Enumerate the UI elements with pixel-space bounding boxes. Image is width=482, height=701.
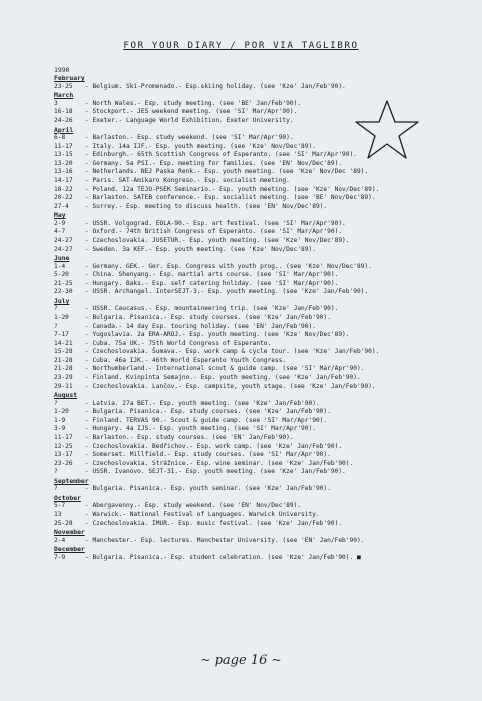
entry-date: 24-27: [54, 245, 73, 253]
month-heading: February: [54, 74, 85, 83]
month-heading: May: [54, 211, 66, 220]
entry-text: - Surrey.- Esp. meeting to discuss health. (see 'EN' Nov/Dec'89).: [85, 202, 328, 210]
entry-date: 23-29: [54, 374, 73, 382]
entry-date: 7-17: [54, 331, 69, 339]
diary-entry: [54, 100, 474, 109]
month-section: [54, 74, 474, 91]
page-title: FOR YOUR DIARY / POR VIA TAGLIBRO: [123, 40, 359, 51]
entry-text: - Barlaston.- Esp. study weekend. (see 'SI' Mar/Apr'90).: [85, 134, 294, 141]
diary-entry: [54, 554, 474, 563]
diary-entry: [54, 451, 474, 460]
month-section: [54, 254, 474, 297]
diary-entry: [54, 186, 474, 195]
entry-date: 27-4: [54, 202, 69, 210]
diary-entry: [54, 143, 474, 152]
entry-date: 13-15: [54, 151, 73, 159]
entry-text: - Oxford.- 74th British Congress of Esperanto. (see 'SI' Mar/Apr'90).: [85, 228, 343, 236]
month-heading: April: [54, 125, 74, 134]
entry-date: 25-28: [54, 519, 73, 527]
entry-text: - Czechoslovakia. IMUR.- Esp. music festival. (see 'Kze' Jan/Feb'90).: [85, 519, 343, 527]
entry-text: - Edinburgh.- 65th Scottish Congress of Esperanto. (see 'SI' Mar/Apr'90).: [85, 151, 357, 159]
diary-entry: [54, 177, 474, 186]
entry-date: 20-22: [54, 194, 73, 202]
month-section: [54, 528, 474, 545]
diary-entry: [54, 537, 474, 546]
entry-date: 11-17: [54, 142, 73, 150]
entry-date: 23-25: [54, 82, 73, 90]
month-heading: November: [54, 528, 85, 537]
entry-date: 13: [54, 511, 62, 518]
year-heading: 1990: [54, 66, 70, 74]
entry-text: - Hungary. 4a IJS.- Esp. youth meeting. (see 'SI' Mar/Apr'90).: [85, 425, 316, 433]
entry-date: 11-17: [54, 434, 73, 442]
month-section: [54, 126, 474, 212]
entry-date: 3-9: [54, 425, 66, 433]
diary-entry: [54, 383, 474, 392]
entry-text: - Belgium. Ski-Promenado.- Esp.skiing holiday. (see 'Kze' Jan/Feb'90).: [85, 82, 346, 90]
entry-date: 1-20: [54, 408, 69, 416]
diary-entry: [54, 160, 474, 169]
month-heading: March: [54, 91, 74, 100]
month-heading: August: [54, 391, 78, 400]
entry-text: - Warwick.- National Festival of Languages. Warwick University.: [85, 511, 320, 518]
entry-text: - Finland. Kvinpinta Semajno.- Esp. youth meeting. (see 'Kze' Jan/Feb'90).: [85, 374, 361, 382]
diary-entry: [54, 348, 474, 357]
entry-date: 12-25: [54, 442, 73, 450]
entry-text: - Czechoslovakia. Šumava.- Esp. work camp & cycle tour. (see 'Kze' Jan/Feb'90).: [85, 348, 380, 356]
entry-date: 14-21: [54, 339, 73, 347]
month-heading: September: [54, 477, 89, 485]
diary-entry: [54, 117, 474, 126]
month-section: [54, 494, 474, 528]
page-footer: [0, 653, 482, 668]
entry-text: - Bulgaria. Pisanica.- Esp. student celebration. (see 'Kze' Jan/Feb'90). ■: [85, 553, 361, 561]
entry-date: ?: [54, 322, 58, 330]
entry-text: - Netherlands. NEJ Paska Renk.- Esp. youth meeting. (see 'Kze' Nov/Dec '89).: [85, 168, 369, 176]
diary-entry: [54, 408, 474, 417]
entry-text: - Latvia. 27a BET.- Esp. youth meeting. (see 'Kze' Jan/Feb'90).: [85, 399, 320, 407]
entry-date: 22-30: [54, 288, 73, 296]
entry-text: - China. Shenyang.- Esp. martial arts course. (see 'SI' Mar/Apr'90).: [85, 271, 339, 279]
diary-entry: [54, 434, 474, 443]
diary-entry: [54, 83, 474, 92]
entry-text: - Finland. TERVAS 90.- Scout & guide camp. (see 'SI' Mar/Apr'90).: [85, 416, 328, 424]
entry-text: - Czechoslovakia. JUSETUR.- Esp. youth meeting. (see 'Kze' Nov/Dec'89).: [85, 236, 350, 244]
diary-entry: [54, 220, 474, 229]
entry-text: - Germany. GEK.- Ger. Esp. Congress with youth prog.. (see 'Kze' Nov/Dec'89).: [85, 262, 372, 270]
diary-entry: [54, 168, 474, 177]
diary-entry: [54, 400, 474, 409]
entry-date: 24-27: [54, 236, 73, 244]
diary-entry: [54, 417, 474, 426]
month-section: [54, 545, 474, 562]
diary-entry: [54, 502, 474, 511]
diary-entry: [54, 194, 474, 203]
entry-text: - Poland. 12a TEJO-PSEK Seminario.- Esp. youth meeting. (see 'Kze' Nov/Dec'89).: [85, 185, 380, 193]
entry-text: - USSR. Ivanovo. SEJT-31.- Esp. youth meeting. (see 'Kze' Jan/Feb'90).: [85, 468, 346, 476]
entry-text: - North Wales.- Esp. study meeting. (see 'BE' Jan/Feb'90).: [85, 99, 302, 107]
entry-date: 1-9: [54, 416, 66, 424]
entry-text: - Barlaston. SATEB conference.- Esp. socialist meeting. (see 'BE' Nov/Dec'89).: [85, 194, 376, 202]
entry-date: 5-7: [54, 502, 66, 510]
entry-text: - Czechoslovakia. Lančov.- Esp. campsite, youth stage. (see 'Kze' Jan/Feb'90).: [85, 382, 376, 390]
entry-text: - USSR. Volgograd. EOLA-90.- Esp. art festival. (see 'SI' Mar/Apr'90).: [85, 219, 346, 227]
diary-entry: [54, 228, 474, 237]
month-section: [54, 211, 474, 254]
diary-entry: [54, 108, 474, 117]
footer-dash-right: ~: [271, 653, 282, 667]
month-sections: [54, 74, 474, 562]
diary-entry: [54, 237, 474, 246]
entry-date: ?: [54, 468, 58, 476]
page-number: page 16: [214, 653, 268, 668]
diary-entry: [54, 357, 474, 366]
month-section: [54, 297, 474, 391]
entry-text: - Sweden. 3a KEF.- Esp. youth meeting. (see 'Kze' Nov/Dec'89).: [85, 245, 316, 253]
entry-text: - Canada.- 14 day Esp. touring holiday. (see 'EN' Jan/Feb'90).: [85, 322, 316, 330]
entry-text: - Hungary. Baks.- Esp. self catering holiday. (see 'SI' Mar/Apr'90).: [85, 279, 339, 287]
diary-entry: [54, 323, 474, 332]
diary-entry: [54, 511, 474, 520]
month-heading: July: [54, 296, 70, 305]
entry-text: - Italy. 14a IJF.- Esp. youth meeting. (see 'Kze' Nov/Dec'89).: [85, 142, 316, 150]
diary-entry: [54, 305, 474, 314]
entry-date: 21-28: [54, 356, 73, 364]
month-section: [54, 391, 474, 477]
entry-text: - Bulgaria. Pisanica.- Esp. study courses. (see 'Kze' Jan/Feb'90).: [85, 408, 331, 416]
entry-text: - Czechoslovakia. Bedřichov.- Esp. work camp. (see 'Kze' Jan/Feb'90).: [85, 442, 343, 450]
entry-text: - Manchester.- Esp. lectures. Manchester University. (see 'EN' Jan/Feb'90).: [85, 536, 365, 544]
entry-date: ?: [54, 485, 58, 493]
entry-date: 24-26: [54, 117, 73, 124]
entry-date: 13-16: [54, 168, 73, 176]
diary-entry: [54, 374, 474, 383]
month-heading: December: [54, 545, 85, 554]
diary-entry: [54, 331, 474, 340]
diary-entry: [54, 485, 474, 494]
entry-text: - Abergavenny.- Esp. study weekend. (see 'EN' Nov/Dec'89).: [85, 502, 302, 510]
month-heading: June: [54, 254, 70, 263]
diary-entry: [54, 246, 474, 255]
entry-date: 2-4: [54, 536, 66, 544]
entry-date: 5-20: [54, 271, 69, 279]
diary-entry: [54, 443, 474, 452]
diary-entry: [54, 280, 474, 289]
entry-date: 6-8: [54, 134, 66, 141]
diary-list: [54, 66, 474, 562]
entry-date: 15-28: [54, 348, 73, 356]
entry-text: - Bulgaria. Pisanica.- Esp. study courses. (see 'Kze' Jan/Feb'90).: [85, 313, 331, 321]
entry-text: - USSR. Caucasus.- Esp. mountaineering trip. (see 'Kze' Jan/Feb'90).: [85, 305, 339, 313]
diary-entry: [54, 460, 474, 469]
diary-entry: [54, 271, 474, 280]
entry-text: - Cuba. 46a IJK.- 46th World Esperanto Youth Congress.: [85, 356, 287, 364]
entry-date: 29-11: [54, 382, 73, 390]
entry-date: ?: [54, 399, 58, 407]
diary-entry: [54, 288, 474, 297]
entry-text: - Stockport.- JES weekend meeting. (see 'SI' Mar/Apr'90).: [85, 108, 298, 116]
entry-date: 21-28: [54, 365, 73, 373]
entry-date: 21-25: [54, 279, 73, 287]
entry-text: - Germany. 5a PSI.- Esp. meeting for families. (see 'EN' Nov/Dec'89).: [85, 159, 343, 167]
entry-text: - Exeter.- Language World Exhibition. Exeter University.: [85, 117, 294, 124]
entry-date: 13-20: [54, 159, 73, 167]
entry-text: - Cuba. 75a UK.- 75th World Congress of Esperanto.: [85, 339, 272, 347]
diary-entry: [54, 263, 474, 272]
diary-entry: [54, 314, 474, 323]
entry-text: - Northumberland.- International scout & guide camp. (see 'SI' Mar/Apr'90).: [85, 365, 365, 373]
diary-entry: [54, 425, 474, 434]
diary-entry: [54, 468, 474, 477]
month-section: [54, 477, 474, 494]
diary-entry: [54, 203, 474, 212]
entry-date: ?: [54, 305, 58, 313]
entry-date: 1-4: [54, 262, 66, 270]
diary-entry: [54, 134, 474, 143]
entry-text: - Bulgaria. Pisanica.- Esp. youth seminar. (see 'Kze' Jan/Feb'90).: [85, 485, 331, 493]
entry-text: - Paris. SAT-Amikaro Kongreso.- Esp. socialist meeting.: [85, 176, 290, 184]
diary-entry: [54, 520, 474, 529]
entry-date: 7-9: [54, 553, 66, 561]
footer-dash-left: ~: [200, 653, 211, 667]
page-header: [0, 40, 482, 51]
diary-entry: [54, 340, 474, 349]
entry-date: 16-18: [54, 108, 73, 116]
entry-date: 3: [54, 99, 58, 107]
diary-entry: [54, 365, 474, 374]
entry-date: 1-20: [54, 313, 69, 321]
entry-text: - Yugoslavia. 2a ERA-AROJ.- Esp. youth meeting. (see 'Kze' Nov/Dec'89).: [85, 331, 350, 339]
month-section: [54, 91, 474, 125]
entry-text: - USSR. Archangel. InterSEJT-3.- Esp. youth meeting. (see 'Kze' Jan/Feb'90).: [85, 288, 369, 296]
entry-date: 4-7: [54, 228, 66, 236]
entry-text: - Somerset. Millfield.- Esp. study courses. (see 'SI' Mar/Apr'90).: [85, 451, 331, 459]
entry-date: 2-9: [54, 219, 66, 227]
entry-date: 23-26: [54, 459, 73, 467]
entry-date: 14-17: [54, 176, 73, 184]
entry-text: - Czechoslovakia. Strážnice.- Esp. wine seminar. (see 'Kze' Jan/Feb'90).: [85, 459, 354, 467]
entry-text: - Barlaston.- Esp. study courses. (see 'EN' Jan/Feb'90).: [85, 434, 294, 442]
entry-date: 13-17: [54, 451, 73, 459]
month-heading: October: [54, 494, 81, 502]
diary-entry: [54, 151, 474, 160]
entry-date: 18-22: [54, 185, 73, 193]
